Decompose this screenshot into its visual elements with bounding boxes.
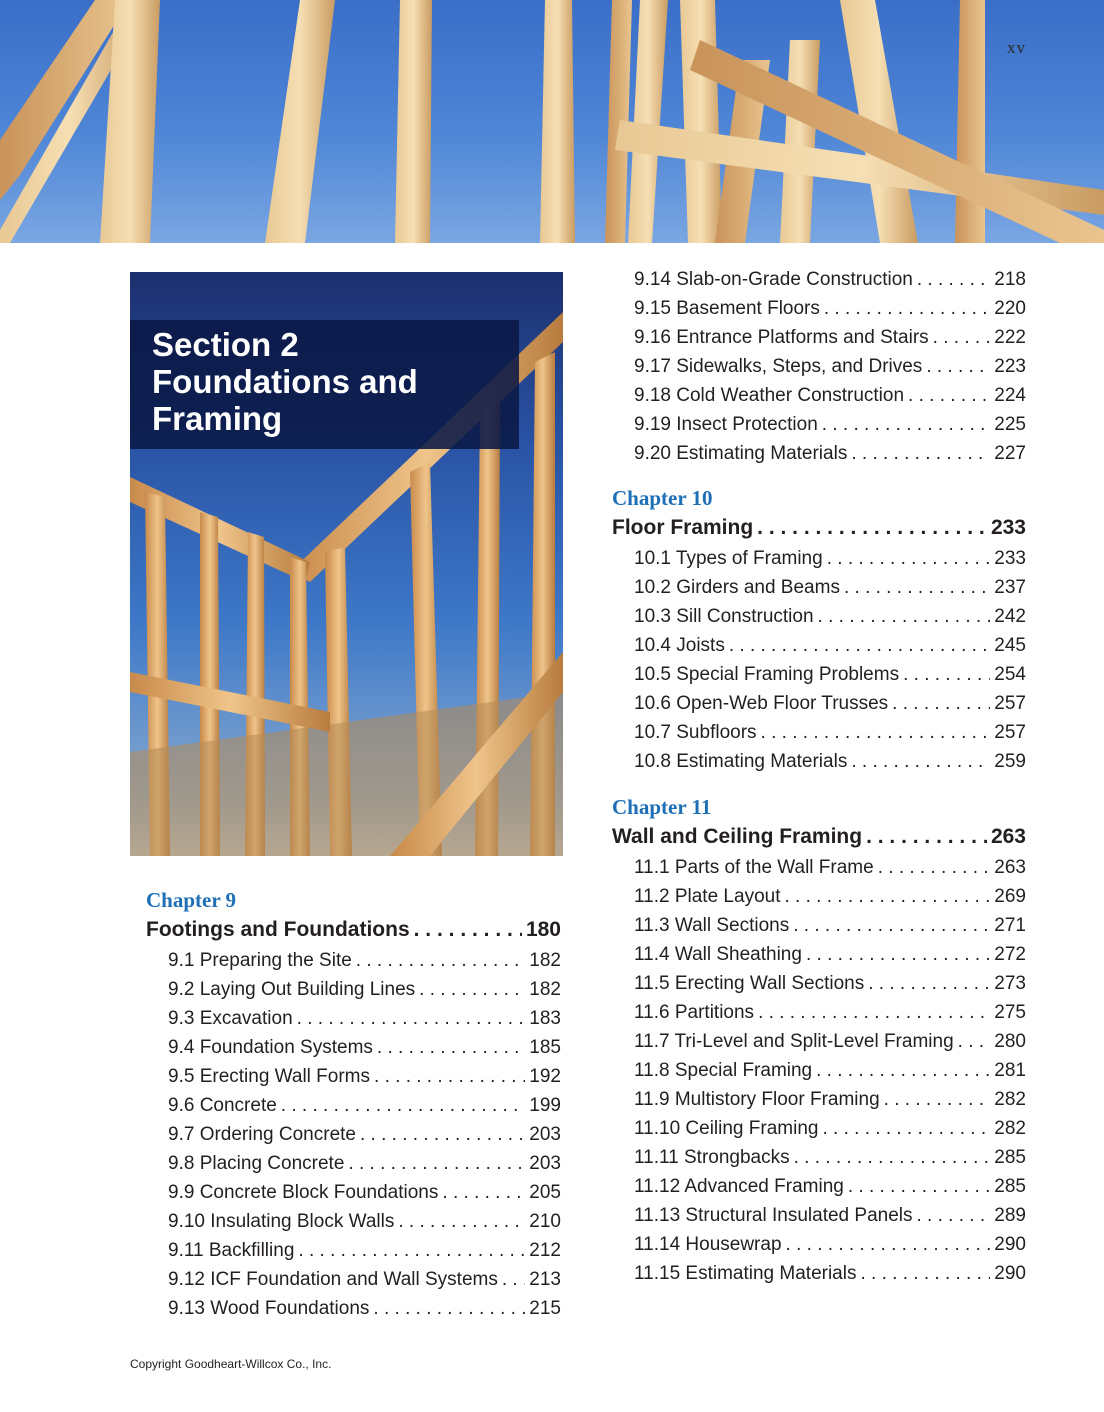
toc-entry-page: 257	[994, 693, 1026, 714]
toc-entry[interactable]	[168, 946, 561, 975]
leader-dots	[892, 689, 990, 718]
toc-entry[interactable]	[634, 573, 1026, 602]
toc-entry[interactable]	[634, 602, 1026, 631]
toc-entry-page: 275	[994, 1002, 1026, 1023]
toc-entry-text: 10.6 Open-Web Floor Trusses	[634, 693, 889, 714]
leader-dots	[822, 1114, 990, 1143]
leader-dots	[348, 1149, 525, 1178]
toc-entry-text: 9.15 Basement Floors	[634, 298, 820, 319]
toc-entry-page: 282	[994, 1118, 1026, 1139]
section-title-line: Foundations and	[152, 363, 418, 400]
toc-entry-text: 9.19 Insect Protection	[634, 414, 818, 435]
toc-entry-text: 11.4 Wall Sheathing	[634, 944, 802, 965]
toc-entry-page: 282	[994, 1089, 1026, 1110]
toc-entry[interactable]	[634, 1056, 1026, 1085]
toc-entry-page: 225	[994, 414, 1026, 435]
leader-dots	[442, 1178, 525, 1207]
leader-dots	[502, 1265, 525, 1294]
leader-dots	[860, 1259, 990, 1288]
toc-entry[interactable]	[168, 1178, 561, 1207]
toc-entry-page: 281	[994, 1060, 1026, 1081]
toc-entry[interactable]	[634, 1143, 1026, 1172]
section-title-line: Section 2	[152, 326, 299, 363]
toc-entry[interactable]	[168, 1207, 561, 1236]
toc-entry-text: 10.4 Joists	[634, 635, 725, 656]
toc-entry-page: 222	[994, 327, 1026, 348]
toc-entry-text: 11.7 Tri-Level and Split-Level Framing	[634, 1031, 954, 1052]
leader-dots	[786, 1230, 991, 1259]
toc-entry-page: 242	[994, 606, 1026, 627]
toc-entry-text: 9.8 Placing Concrete	[168, 1153, 345, 1174]
toc-entry-page: 210	[529, 1211, 561, 1232]
toc-entry-text: 9.17 Sidewalks, Steps, and Drives	[634, 356, 923, 377]
leader-dots	[917, 265, 990, 294]
chapter-title[interactable]	[612, 516, 1026, 540]
leader-dots	[848, 1172, 990, 1201]
leader-dots	[866, 825, 987, 849]
toc-entry[interactable]	[634, 1259, 1026, 1288]
toc-entry-text: 10.2 Girders and Beams	[634, 577, 840, 598]
toc-entry[interactable]	[168, 1033, 561, 1062]
header-photo	[0, 0, 1104, 243]
toc-entry-page: 224	[994, 385, 1026, 406]
toc-entry-page: 205	[529, 1182, 561, 1203]
toc-entry[interactable]	[634, 882, 1026, 911]
toc-entry-text: 11.12 Advanced Framing	[634, 1176, 844, 1197]
toc-entry-text: 10.8 Estimating Materials	[634, 751, 848, 772]
toc-entry-page: 183	[529, 1008, 561, 1029]
toc-entry-page: 237	[994, 577, 1026, 598]
toc-entry-text: 11.14 Housewrap	[634, 1234, 782, 1255]
leader-dots	[793, 911, 990, 940]
toc-entry[interactable]	[634, 998, 1026, 1027]
toc-entry-text: 9.16 Entrance Platforms and Stairs	[634, 327, 929, 348]
leader-dots	[903, 660, 990, 689]
toc-entry-text: 9.2 Laying Out Building Lines	[168, 979, 416, 1000]
toc-entry[interactable]	[634, 1201, 1026, 1230]
toc-entry-text: 9.1 Preparing the Site	[168, 950, 352, 971]
toc-entry-text: 11.3 Wall Sections	[634, 915, 790, 936]
leader-dots	[373, 1294, 525, 1323]
toc-entry-page: 259	[994, 751, 1026, 772]
toc-entry-page: 273	[994, 973, 1026, 994]
leader-dots	[958, 1027, 991, 1056]
toc-entry-text: 10.1 Types of Framing	[634, 548, 823, 569]
leader-dots	[794, 1143, 991, 1172]
toc-entry[interactable]	[168, 1120, 561, 1149]
toc-entry[interactable]	[168, 1004, 561, 1033]
toc-entry[interactable]	[634, 631, 1026, 660]
toc-entry-page: 257	[994, 722, 1026, 743]
toc-entry-page: 271	[994, 915, 1026, 936]
toc-entry-page: 245	[994, 635, 1026, 656]
section-title	[152, 326, 512, 437]
leader-dots	[816, 1056, 990, 1085]
toc-entry-text: 11.6 Partitions	[634, 1002, 755, 1023]
leader-dots	[917, 1201, 991, 1230]
leader-dots	[761, 718, 991, 747]
leader-dots	[297, 1004, 526, 1033]
toc-entry-text: 11.5 Erecting Wall Sections	[634, 973, 865, 994]
toc-entry[interactable]	[634, 689, 1026, 718]
section-photo	[130, 272, 563, 856]
leader-dots	[884, 1085, 991, 1114]
toc-entry-page: 218	[994, 269, 1026, 290]
toc-entry[interactable]	[634, 323, 1026, 352]
chapter-label: Chapter 11	[612, 795, 712, 819]
leader-dots	[398, 1207, 525, 1236]
chapter-page: 180	[525, 918, 561, 941]
toc-entry-text: 9.4 Foundation Systems	[168, 1037, 373, 1058]
toc-entry[interactable]	[168, 1265, 561, 1294]
toc-entry-page: 269	[994, 886, 1026, 907]
toc-entry-page: 203	[529, 1153, 561, 1174]
leader-dots	[374, 1062, 525, 1091]
toc-entry-text: 9.9 Concrete Block Foundations	[168, 1182, 439, 1203]
toc-entry-text: 11.2 Plate Layout	[634, 886, 781, 907]
leader-dots	[414, 918, 522, 942]
toc-entry[interactable]	[168, 1062, 561, 1091]
toc-entry[interactable]	[634, 1085, 1026, 1114]
toc-entry[interactable]	[634, 969, 1026, 998]
toc-entry[interactable]	[634, 1230, 1026, 1259]
leader-dots	[806, 940, 990, 969]
leader-dots	[822, 410, 991, 439]
section-title-line: Framing	[152, 400, 283, 437]
leader-dots	[360, 1120, 525, 1149]
leader-dots	[818, 602, 991, 631]
toc-entry[interactable]	[168, 1091, 561, 1120]
toc-entry-page: 212	[529, 1240, 561, 1261]
leader-dots	[298, 1236, 525, 1265]
toc-entry-page: 182	[529, 979, 561, 1000]
section-title-box	[130, 320, 519, 449]
toc-entry-text: 11.9 Multistory Floor Framing	[634, 1089, 880, 1110]
toc-entry[interactable]	[634, 911, 1026, 940]
leader-dots	[908, 381, 990, 410]
framing-photo-illustration	[0, 0, 1104, 243]
leader-dots	[377, 1033, 525, 1062]
toc-entry-text: 10.3 Sill Construction	[634, 606, 814, 627]
toc-entry[interactable]	[634, 747, 1026, 776]
toc-entry-page: 290	[994, 1263, 1026, 1284]
toc-entry-text: 11.10 Ceiling Framing	[634, 1118, 819, 1139]
page-number: xv	[1007, 38, 1026, 57]
leader-dots	[868, 969, 990, 998]
leader-dots	[926, 352, 990, 381]
toc-entry-page: 263	[994, 857, 1026, 878]
leader-dots	[933, 323, 991, 352]
toc-entry-text: 9.14 Slab-on-Grade Construction	[634, 269, 913, 290]
toc-entry[interactable]	[168, 1236, 561, 1265]
toc-entry-text: 10.7 Subfloors	[634, 722, 757, 743]
toc-entry-text: 9.18 Cold Weather Construction	[634, 385, 905, 406]
toc-entry[interactable]	[168, 1294, 561, 1323]
toc-entry-page: 272	[994, 944, 1026, 965]
toc-entry-page: 185	[529, 1037, 561, 1058]
toc-entry-page: 285	[994, 1176, 1026, 1197]
toc-entry-page: 192	[529, 1066, 561, 1087]
copyright-notice: Copyright Goodheart-Willcox Co., Inc.	[130, 1357, 332, 1371]
toc-entry-page: 280	[994, 1031, 1026, 1052]
toc-entry-page: 182	[529, 950, 561, 971]
toc-entry-page: 213	[529, 1269, 561, 1290]
chapter-title-text: Floor Framing	[612, 516, 754, 539]
leader-dots	[827, 544, 991, 573]
toc-entry[interactable]	[634, 439, 1026, 468]
toc-entry-page: 223	[994, 356, 1026, 377]
leader-dots	[844, 573, 990, 602]
chapter-title-text: Footings and Foundations	[146, 918, 410, 941]
toc-entry-text: 10.5 Special Framing Problems	[634, 664, 900, 685]
toc-entry[interactable]	[634, 853, 1026, 882]
chapter-title[interactable]	[146, 918, 561, 942]
chapter-label: Chapter 10	[612, 486, 713, 510]
leader-dots	[356, 946, 526, 975]
toc-entry-text: 9.3 Excavation	[168, 1008, 293, 1029]
toc-entry[interactable]	[634, 940, 1026, 969]
toc-entry-page: 215	[529, 1298, 561, 1319]
toc-entry-text: 9.5 Erecting Wall Forms	[168, 1066, 371, 1087]
leader-dots	[851, 747, 990, 776]
toc-entry-page: 254	[994, 664, 1026, 685]
toc-entry-page: 233	[994, 548, 1026, 569]
toc-entry[interactable]	[634, 718, 1026, 747]
leader-dots	[419, 975, 525, 1004]
toc-entry-text: 9.20 Estimating Materials	[634, 443, 848, 464]
leader-dots	[757, 516, 987, 540]
toc-entry[interactable]	[168, 975, 561, 1004]
toc-entry[interactable]	[634, 544, 1026, 573]
toc-entry[interactable]	[634, 352, 1026, 381]
chapter-label: Chapter 9	[146, 888, 237, 912]
toc-entry-page: 227	[994, 443, 1026, 464]
toc-entry-page: 203	[529, 1124, 561, 1145]
leader-dots	[758, 998, 990, 1027]
toc-entry[interactable]	[634, 660, 1026, 689]
leader-dots	[784, 882, 990, 911]
toc-entry-text: 11.13 Structural Insulated Panels	[634, 1205, 913, 1226]
toc-entry[interactable]	[168, 1149, 561, 1178]
toc-entry-page: 199	[529, 1095, 561, 1116]
toc-entry-text: 9.6 Concrete	[168, 1095, 277, 1116]
toc-entry-text: 9.10 Insulating Block Walls	[168, 1211, 395, 1232]
chapter-title-text: Wall and Ceiling Framing	[612, 825, 863, 848]
toc-entry-text: 11.1 Parts of the Wall Frame	[634, 857, 874, 878]
toc-entry-page: 285	[994, 1147, 1026, 1168]
toc-entry-text: 9.11 Backfilling	[168, 1240, 295, 1261]
toc-entry[interactable]	[634, 1172, 1026, 1201]
leader-dots	[851, 439, 990, 468]
leader-dots	[729, 631, 990, 660]
leader-dots	[281, 1091, 526, 1120]
toc-entry[interactable]	[634, 294, 1026, 323]
toc-entry-text: 9.7 Ordering Concrete	[168, 1124, 356, 1145]
toc-entry[interactable]	[634, 410, 1026, 439]
toc-entry-text: 11.11 Strongbacks	[634, 1147, 790, 1168]
toc-entry-page: 289	[994, 1205, 1026, 1226]
toc-entry[interactable]	[634, 1027, 1026, 1056]
toc-entry-text: 11.8 Special Framing	[634, 1060, 813, 1081]
chapter-page: 233	[990, 516, 1026, 539]
toc-entry-text: 11.15 Estimating Materials	[634, 1263, 857, 1284]
leader-dots	[878, 853, 991, 882]
toc-entry-page: 220	[994, 298, 1026, 319]
chapter-title[interactable]	[612, 825, 1026, 849]
leader-dots	[824, 294, 990, 323]
toc-entry-text: 9.13 Wood Foundations	[168, 1298, 370, 1319]
toc-entry[interactable]	[634, 1114, 1026, 1143]
toc-entry[interactable]	[634, 381, 1026, 410]
toc-entry-page: 290	[994, 1234, 1026, 1255]
chapter-page: 263	[990, 825, 1026, 848]
toc-entry-text: 9.12 ICF Foundation and Wall Systems	[168, 1269, 498, 1290]
toc-entry[interactable]	[634, 265, 1026, 294]
